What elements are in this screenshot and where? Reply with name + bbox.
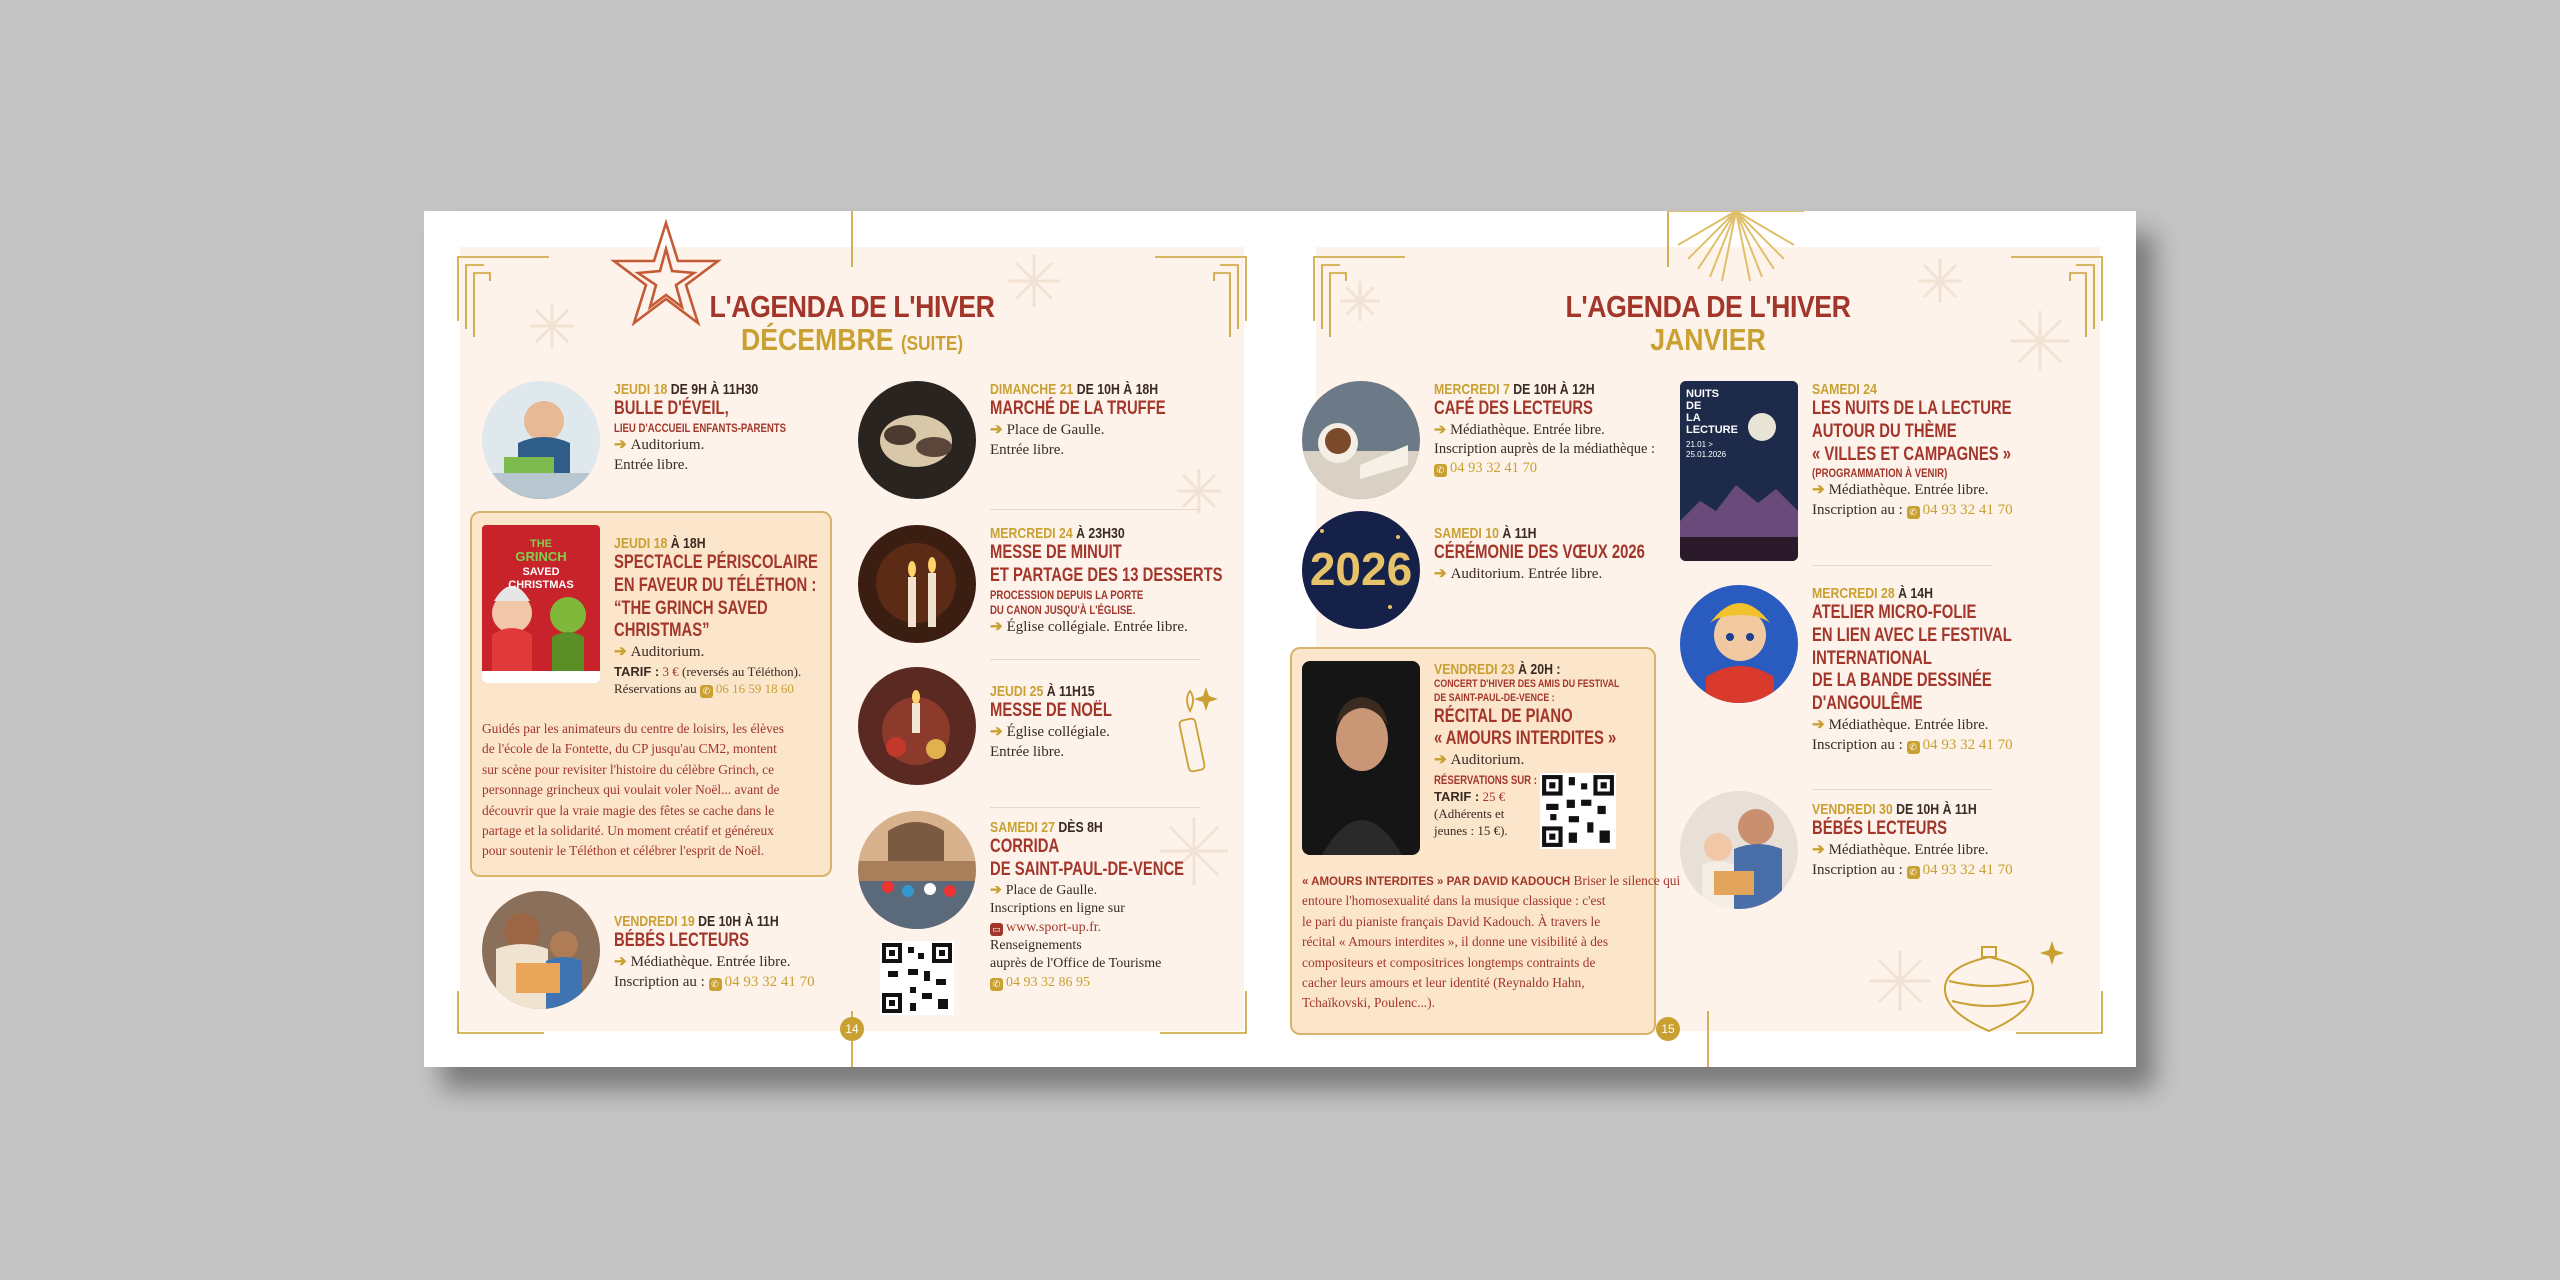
event-info: Inscriptions en ligne sur [990, 901, 1125, 917]
recital-description: « AMOURS INTERDITES » PAR DAVID KADOUCH Briser le silence qui entoure l'homosexualité dans la musique classique : c'est le pari du pianiste français David Kadouch. À travers le récital « Amours interdites », il donne une visibilité à des compositeurs et compositrices longtemps contraints de cacher leurs amours et leur identité (Reynaldo Hahn, Tchaïkovski, Poulenc...). [1302, 873, 1681, 1011]
event-title: MARCHÉ DE LA TRUFFE [990, 398, 1166, 419]
event-date: JEUDI 18 À 18H [614, 535, 706, 552]
qr-code[interactable] [1540, 773, 1616, 849]
event-subtitle: (PROGRAMMATION À VENIR) [1812, 466, 1948, 481]
event-photo [1680, 791, 1798, 909]
event-date: SAMEDI 24 [1812, 381, 1877, 398]
event-date: MERCREDI 28 À 14H [1812, 585, 1933, 602]
event-price-note: jeunes : 15 €). [1434, 823, 1508, 839]
title-line-2: JANVIER [1650, 321, 1766, 357]
page-title [1280, 291, 2136, 356]
event-date: MERCREDI 24 À 23H30 [990, 525, 1125, 542]
event-date: MERCREDI 7 DE 10H À 12H [1434, 381, 1595, 398]
phone-icon: ✆ [1434, 464, 1447, 477]
event-date: JEUDI 18 DE 9H À 11H30 [614, 381, 759, 398]
event-place: ➔ Auditorium. [1434, 752, 1525, 769]
title-line-1: L'AGENDA DE L'HIVER [709, 289, 995, 324]
svg-text:GRINCH: GRINCH [515, 549, 567, 564]
event-title: BULLE D'ÉVEIL, [614, 398, 729, 419]
event-note: Entrée libre. [990, 441, 1065, 458]
event-title-line: « VILLES ET CAMPAGNES » [1812, 443, 2012, 465]
qr-code[interactable] [880, 941, 954, 1015]
event-phone: ✆ 04 93 32 41 70 [1434, 459, 1674, 478]
page-number: 15 [1656, 1017, 1680, 1041]
page-number: 14 [840, 1017, 864, 1041]
event-place: ➔ Médiathèque. Entrée libre. [1812, 841, 1989, 858]
event-place: ➔ Médiathèque. Entrée libre. [1812, 482, 1989, 499]
phone-icon: ✆ [1907, 741, 1920, 754]
event-title-line: EN FAVEUR DU TÉLÉTHON : [614, 574, 817, 596]
event-title-line: AUTOUR DU THÈME [1812, 420, 1957, 442]
event-info: auprès de l'Office de Tourisme [990, 956, 1162, 972]
svg-text:SAVED: SAVED [522, 566, 560, 578]
event-photo [1680, 585, 1798, 703]
event-reservation: Inscription au : ✆ 04 93 32 41 70 [614, 973, 815, 990]
event-title-line: LES NUITS DE LA LECTURE [1812, 398, 2012, 419]
title-line-1: L'AGENDA DE L'HIVER [1565, 289, 1851, 324]
separator [1812, 565, 1992, 566]
event-subtitle-line: DU CANON JUSQU'À L'ÉGLISE. [990, 602, 1136, 617]
svg-text:DE: DE [1686, 400, 1702, 412]
event-subtitle-line: PROCESSION DEPUIS LA PORTE [990, 587, 1144, 602]
event-date: JEUDI 25 À 11H15 [990, 683, 1095, 700]
svg-text:25.01.2026: 25.01.2026 [1686, 450, 1727, 459]
event-subtitle-line: DE SAINT-PAUL-DE-VENCE : [1434, 691, 1555, 704]
event-title-line: DE SAINT-PAUL-DE-VENCE [990, 858, 1185, 880]
event-title-line: ATELIER MICRO-FOLIE [1812, 602, 1977, 623]
phone-icon: ✆ [700, 685, 713, 698]
nuits-lecture-poster [1680, 381, 1798, 561]
event-photo [858, 667, 976, 785]
event-photo [858, 381, 976, 499]
separator [990, 659, 1200, 660]
separator [990, 807, 1200, 808]
event-note: Entrée libre. [614, 456, 689, 473]
separator [990, 509, 1200, 510]
event-title: CÉRÉMONIE DES VŒUX 2026 [1434, 542, 1645, 563]
event-info: Renseignements [990, 938, 1082, 953]
event-date: SAMEDI 10 À 11H [1434, 525, 1537, 542]
event-photo [482, 381, 600, 499]
event-phone: ✆ 04 93 32 86 95 [990, 974, 1230, 992]
brochure-spread [424, 211, 2136, 1067]
svg-text:CHRISTMAS: CHRISTMAS [508, 579, 574, 591]
svg-text:NUITS: NUITS [1686, 388, 1719, 400]
svg-text:2026: 2026 [1309, 543, 1413, 595]
event-title: CAFÉ DES LECTEURS [1434, 398, 1593, 419]
event-photo [1302, 511, 1420, 629]
event-title-line: INTERNATIONAL [1812, 647, 1932, 669]
event-subtitle: LIEU D'ACCUEIL ENFANTS-PARENTS [614, 420, 787, 435]
svg-text:THE: THE [530, 538, 552, 550]
grinch-poster [482, 525, 600, 683]
event-place: ➔ Place de Gaulle. [990, 421, 1105, 438]
event-title-line: ET PARTAGE DES 13 DESSERTS [990, 564, 1223, 586]
event-place: ➔ Église collégiale. Entrée libre. [990, 618, 1188, 635]
event-reservation: Inscription au : ✆ 04 93 32 41 70 [1812, 502, 2013, 519]
event-title: BÉBÉS LECTEURS [1812, 818, 1948, 839]
left-page [424, 211, 1280, 1067]
event-price-note: (Adhérents et [1434, 806, 1505, 822]
event-title-line: MESSE DE MINUIT [990, 542, 1122, 563]
title-line-2: DÉCEMBRE (SUITE) [740, 321, 964, 357]
phone-icon: ✆ [709, 978, 722, 991]
event-photo [482, 891, 600, 1009]
svg-text:LA: LA [1686, 412, 1701, 424]
event-reservation: RÉSERVATIONS SUR : [1434, 772, 1537, 787]
event-place: ➔ Médiathèque. Entrée libre. [1812, 716, 1989, 733]
event-place: ➔ Médiathèque. Entrée libre. [1434, 421, 1605, 438]
grinch-description: Guidés par les animateurs du centre de loisirs, les élèves de l'école de la Fontette, du CP jusqu'au CM2, montent sur scène pour revisiter l'histoire du célèbre Grinch, ce personnage grincheux qui voulait voler Noël... avant de découvrir que la vraie magie des fêtes se cache dans le partage et la solidarité. Un moment créatif et généreux pour soutenir le Téléthon et célébrer l'esprit de Noël. [482, 721, 784, 859]
event-note: Inscription auprès de la médiathèque : [1434, 440, 1656, 457]
event-price: TARIF : 3 € (reversés au Téléthon). [614, 663, 802, 679]
event-title-line: “THE GRINCH SAVED [614, 597, 768, 619]
pianist-photo [1302, 661, 1420, 855]
event-web[interactable]: ▭ www.sport-up.fr. [990, 919, 1230, 937]
right-page [1280, 211, 2136, 1067]
event-title: MESSE DE NOËL [990, 700, 1112, 721]
svg-text:LECTURE: LECTURE [1686, 424, 1738, 436]
separator [1812, 789, 1992, 790]
event-title-line: EN LIEN AVEC LE FESTIVAL [1812, 624, 2012, 646]
svg-text:21.01 >: 21.01 > [1686, 440, 1713, 449]
event-place: ➔ Auditorium. [614, 436, 705, 453]
phone-icon: ✆ [1907, 866, 1920, 879]
event-place: ➔ Place de Gaulle. [990, 882, 1098, 898]
event-title-line: CHRISTMAS” [614, 620, 710, 642]
event-place: ➔ Auditorium. Entrée libre. [1434, 565, 1603, 582]
event-date: VENDREDI 23 À 20H : [1434, 661, 1561, 678]
event-date: VENDREDI 30 DE 10H À 11H [1812, 801, 1977, 818]
event-subtitle-line: CONCERT D'HIVER DES AMIS DU FESTIVAL [1434, 678, 1620, 690]
event-place: ➔ Auditorium. [614, 644, 705, 661]
event-title: BÉBÉS LECTEURS [614, 930, 750, 951]
event-photo [858, 525, 976, 643]
phone-icon: ✆ [1907, 506, 1920, 519]
event-price: TARIF : 25 € [1434, 788, 1506, 804]
event-date: SAMEDI 27 DÈS 8H [990, 819, 1103, 836]
event-photo [1302, 381, 1420, 499]
event-title-line: D'ANGOULÊME [1812, 693, 1923, 715]
event-note: Entrée libre. [990, 743, 1065, 760]
event-date: VENDREDI 19 DE 10H À 11H [614, 913, 779, 930]
event-reservation: Inscription au : ✆ 04 93 32 41 70 [1812, 861, 2013, 878]
event-title-line: DE LA BANDE DESSINÉE [1812, 670, 1992, 692]
event-date: DIMANCHE 21 DE 10H À 18H [990, 381, 1159, 398]
event-place: ➔ Église collégiale. [990, 723, 1110, 740]
event-title-line: RÉCITAL DE PIANO [1434, 705, 1573, 727]
event-title-line: SPECTACLE PÉRISCOLAIRE [614, 552, 818, 573]
event-photo [858, 811, 976, 929]
computer-icon: ▭ [990, 923, 1003, 936]
event-place: ➔ Médiathèque. Entrée libre. [614, 953, 791, 970]
phone-icon: ✆ [990, 978, 1003, 991]
event-title-line: « AMOURS INTERDITES » [1434, 728, 1617, 750]
event-reservation: Inscription au : ✆ 04 93 32 41 70 [1812, 736, 2013, 753]
event-reservation: Réservations au ✆ 06 16 59 18 60 [614, 681, 794, 697]
page-title [424, 291, 1280, 356]
event-title-line: CORRIDA [990, 836, 1060, 857]
